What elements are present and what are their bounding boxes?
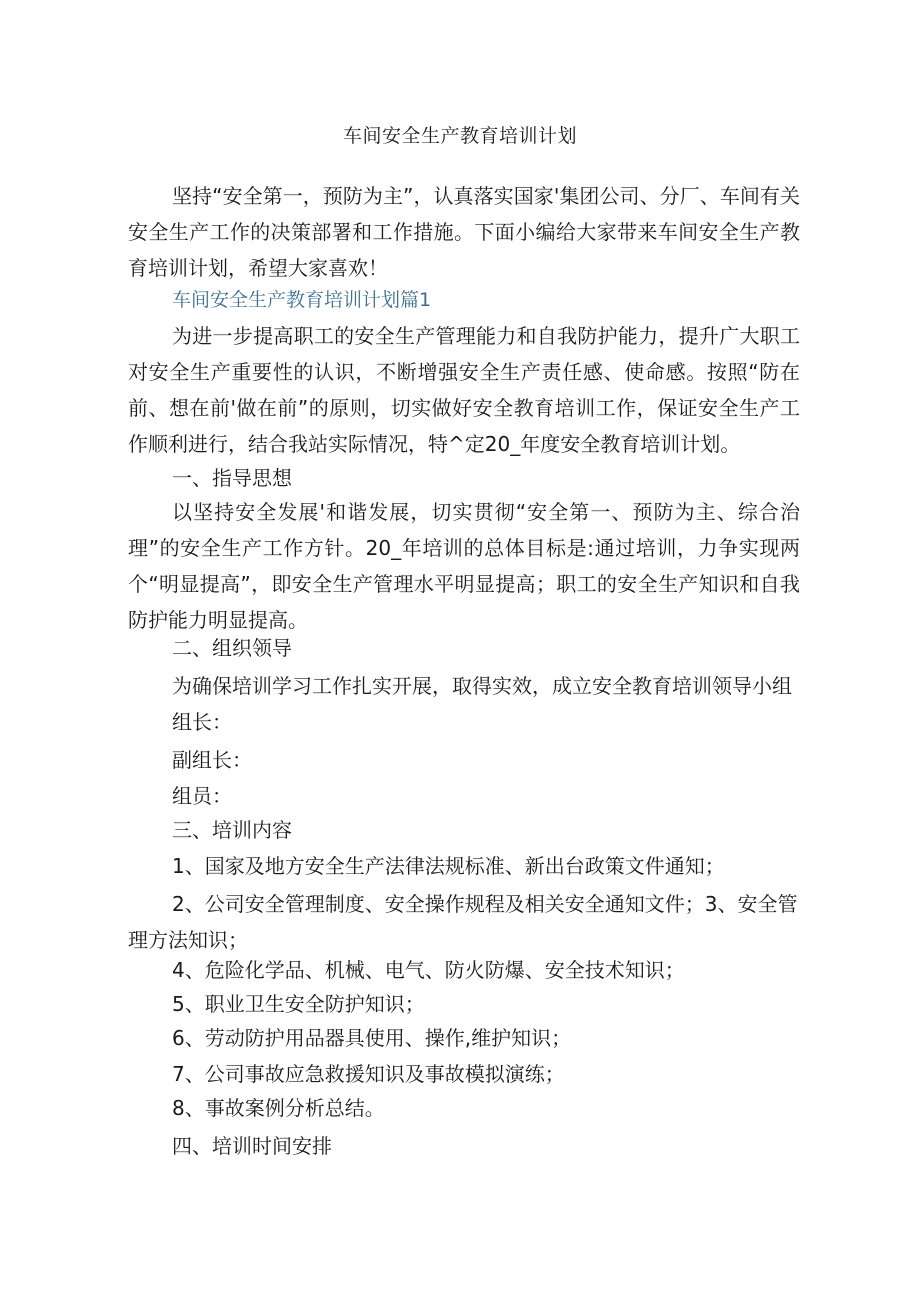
list-item: 6、劳动防护用品器具使用、操作,维护知识；	[172, 1026, 572, 1050]
paragraph-organization: 为确保培训学习工作扎实开展，取得实效，成立安全教育培训领导小组	[172, 674, 792, 698]
paragraph-guiding-ideology: 以坚持安全发展'和谐发展，切实贯彻“安全第一、预防为主、综合治理”的安全生产工作方针。20_年培训的总体目标是:通过培训，力争实现两个“明显提高”，即安全生产管理水平明显提高；职工的安全生产知识和自我防护能力明显提高。	[128, 500, 800, 632]
list-item: 8、事故案例分析总结。	[172, 1096, 385, 1120]
list-item: 2、公司安全管理制度、安全操作规程及相关安全通知文件；3、安全管理方法知识；	[128, 892, 798, 952]
document-title: 车间安全生产教育培训计划	[342, 125, 577, 147]
list-item: 4、危险化学品、机械、电气、防火防爆、安全技术知识；	[172, 958, 685, 982]
list-item: 5、职业卫生安全防护知识；	[172, 992, 425, 1016]
intro-paragraph: 坚持“安全第一，预防为主”，认真落实国家'集团公司、分厂、车间有关安全生产工作的决策部署和工作措施。下面小编给大家带来车间安全生产教育培训计划，希望大家喜欢！	[128, 184, 800, 280]
heading-training-schedule: 四、培训时间安排	[172, 1134, 332, 1158]
list-item: 7、公司事故应急救援知识及事故模拟演练；	[172, 1062, 565, 1086]
heading-organization: 二、组织领导	[172, 636, 292, 660]
heading-training-content: 三、培训内容	[172, 818, 292, 842]
field-members: 组员：	[172, 784, 232, 808]
section-subheading: 车间安全生产教育培训计划篇1	[172, 289, 432, 311]
field-leader: 组长：	[172, 710, 232, 734]
field-deputy-leader: 副组长：	[172, 748, 252, 772]
heading-guiding-ideology: 一、指导思想	[172, 466, 292, 490]
paragraph-purpose: 为进一步提高职工的安全生产管理能力和自我防护能力，提升广大职工对安全生产重要性的认识，不断增强安全生产责任感、使命感。按照“防在前、想在前'做在前”的原则，切实做好安全教育培训工作，保证安全生产工作顺利进行，结合我站实际情况，特^定20_年度安全教育培训计划。	[128, 324, 800, 456]
list-item: 1、国家及地方安全生产法律法规标准、新出台政策文件通知；	[172, 854, 725, 878]
